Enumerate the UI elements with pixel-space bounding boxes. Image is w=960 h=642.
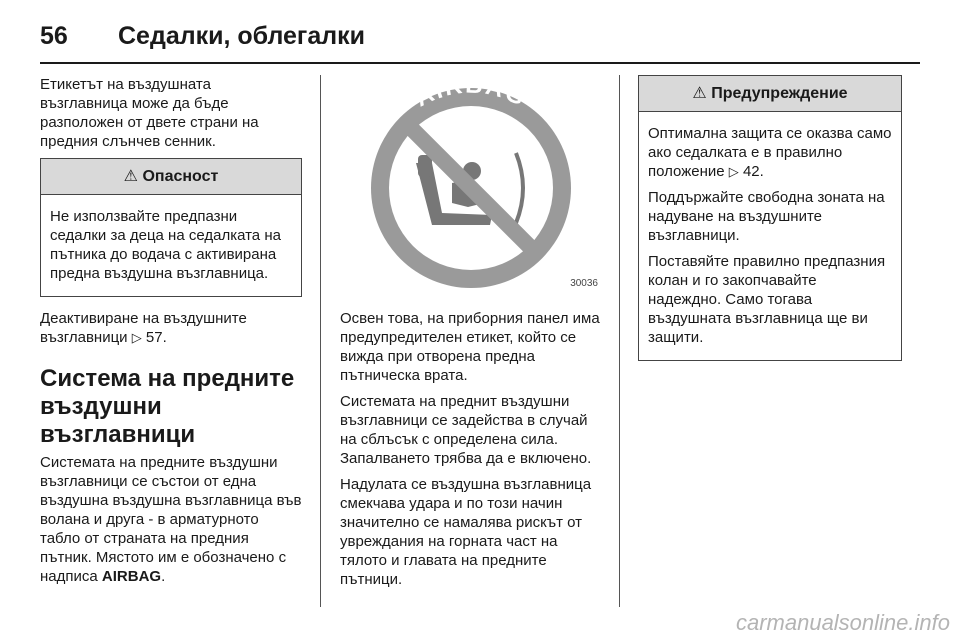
danger-box-header bbox=[41, 159, 301, 195]
header-divider bbox=[40, 62, 920, 64]
danger-title: Опасност bbox=[142, 168, 219, 185]
body-text: Системата на предните въздушни възглавници се състои от една въздушна въздушна възглавница във волана и друга - в арматурното табло от страната на предния пътник. Мястото им е обозначено с надписа bbox=[40, 454, 302, 585]
airbag-warning-image bbox=[340, 75, 602, 295]
deactivation-paragraph bbox=[40, 309, 302, 347]
danger-box bbox=[40, 158, 302, 297]
warning-text-1: Оптимална защита се оказва само ако седалката е в правилно положение bbox=[648, 125, 892, 180]
deactivation-text: Деактивиране на въздушните възглавници bbox=[40, 310, 247, 346]
warning-title: Предупреждение bbox=[711, 85, 848, 102]
deactivation-ref[interactable]: 57. bbox=[145, 329, 167, 346]
column-divider bbox=[320, 75, 321, 607]
warning-ref[interactable]: 42. bbox=[742, 163, 764, 180]
section-heading: Система на предните въздушни възглавници bbox=[40, 365, 295, 448]
column-divider bbox=[619, 75, 620, 607]
no-child-seat-icon bbox=[340, 75, 602, 295]
paragraph-1: Освен това, на приборния панел има предупредителен етикет, който се вижда при отворена предна пътническа врата. bbox=[340, 310, 600, 384]
airbag-label: AIRBAG bbox=[101, 568, 162, 585]
intro-paragraph: Етикетът на въздушната възглавница може да бъде разположен от двете страни на предния слънчев сенник. bbox=[40, 76, 259, 150]
warning-triangle-icon: ⚠ bbox=[692, 85, 707, 102]
body-paragraph bbox=[40, 453, 302, 586]
warning-box bbox=[638, 75, 902, 361]
xref-arrow-icon: ▷ bbox=[728, 164, 739, 179]
page-title: Седалки, облегалки bbox=[118, 22, 366, 50]
watermark: carmanualsonline.info bbox=[735, 610, 950, 635]
xref-arrow-icon: ▷ bbox=[131, 330, 142, 345]
danger-text: Не използвайте предпазни седалки за деца на седалката на пътника до водача с активирана предна въздушна възглавница. bbox=[50, 208, 281, 282]
page-header bbox=[40, 22, 920, 62]
column-2 bbox=[340, 75, 602, 596]
column-1 bbox=[40, 75, 302, 593]
warning-paragraph-3: Поставяйте правилно предпазния колан и го закопчавайте надеждно. Само тогава въздушната възглавница ще ви защити. bbox=[648, 253, 886, 346]
warning-triangle-icon: ⚠ bbox=[123, 168, 138, 185]
paragraph-2: Системата на преднит въздушни възглавници се задейства в случай на сблъсък с определена сила. Запалването трябва да е включено. bbox=[340, 393, 592, 467]
image-code: 30036 bbox=[570, 278, 598, 289]
warning-paragraph-2: Поддържайте свободна зоната на надуване на въздушните възглавници. bbox=[648, 189, 885, 244]
paragraph-3: Надулата се въздушна възглавница смекчава удара и по този начин значително се намалява рискът от увреждания на горната част на тялото и главата на предните пътници. bbox=[340, 476, 592, 588]
column-3 bbox=[638, 75, 902, 373]
airbag-arc-label: AIRBAG bbox=[410, 75, 532, 113]
body-end: . bbox=[161, 568, 166, 585]
warning-box-header bbox=[639, 76, 901, 112]
warning-paragraph-1 bbox=[648, 124, 893, 181]
page-number: 56 bbox=[40, 22, 68, 50]
